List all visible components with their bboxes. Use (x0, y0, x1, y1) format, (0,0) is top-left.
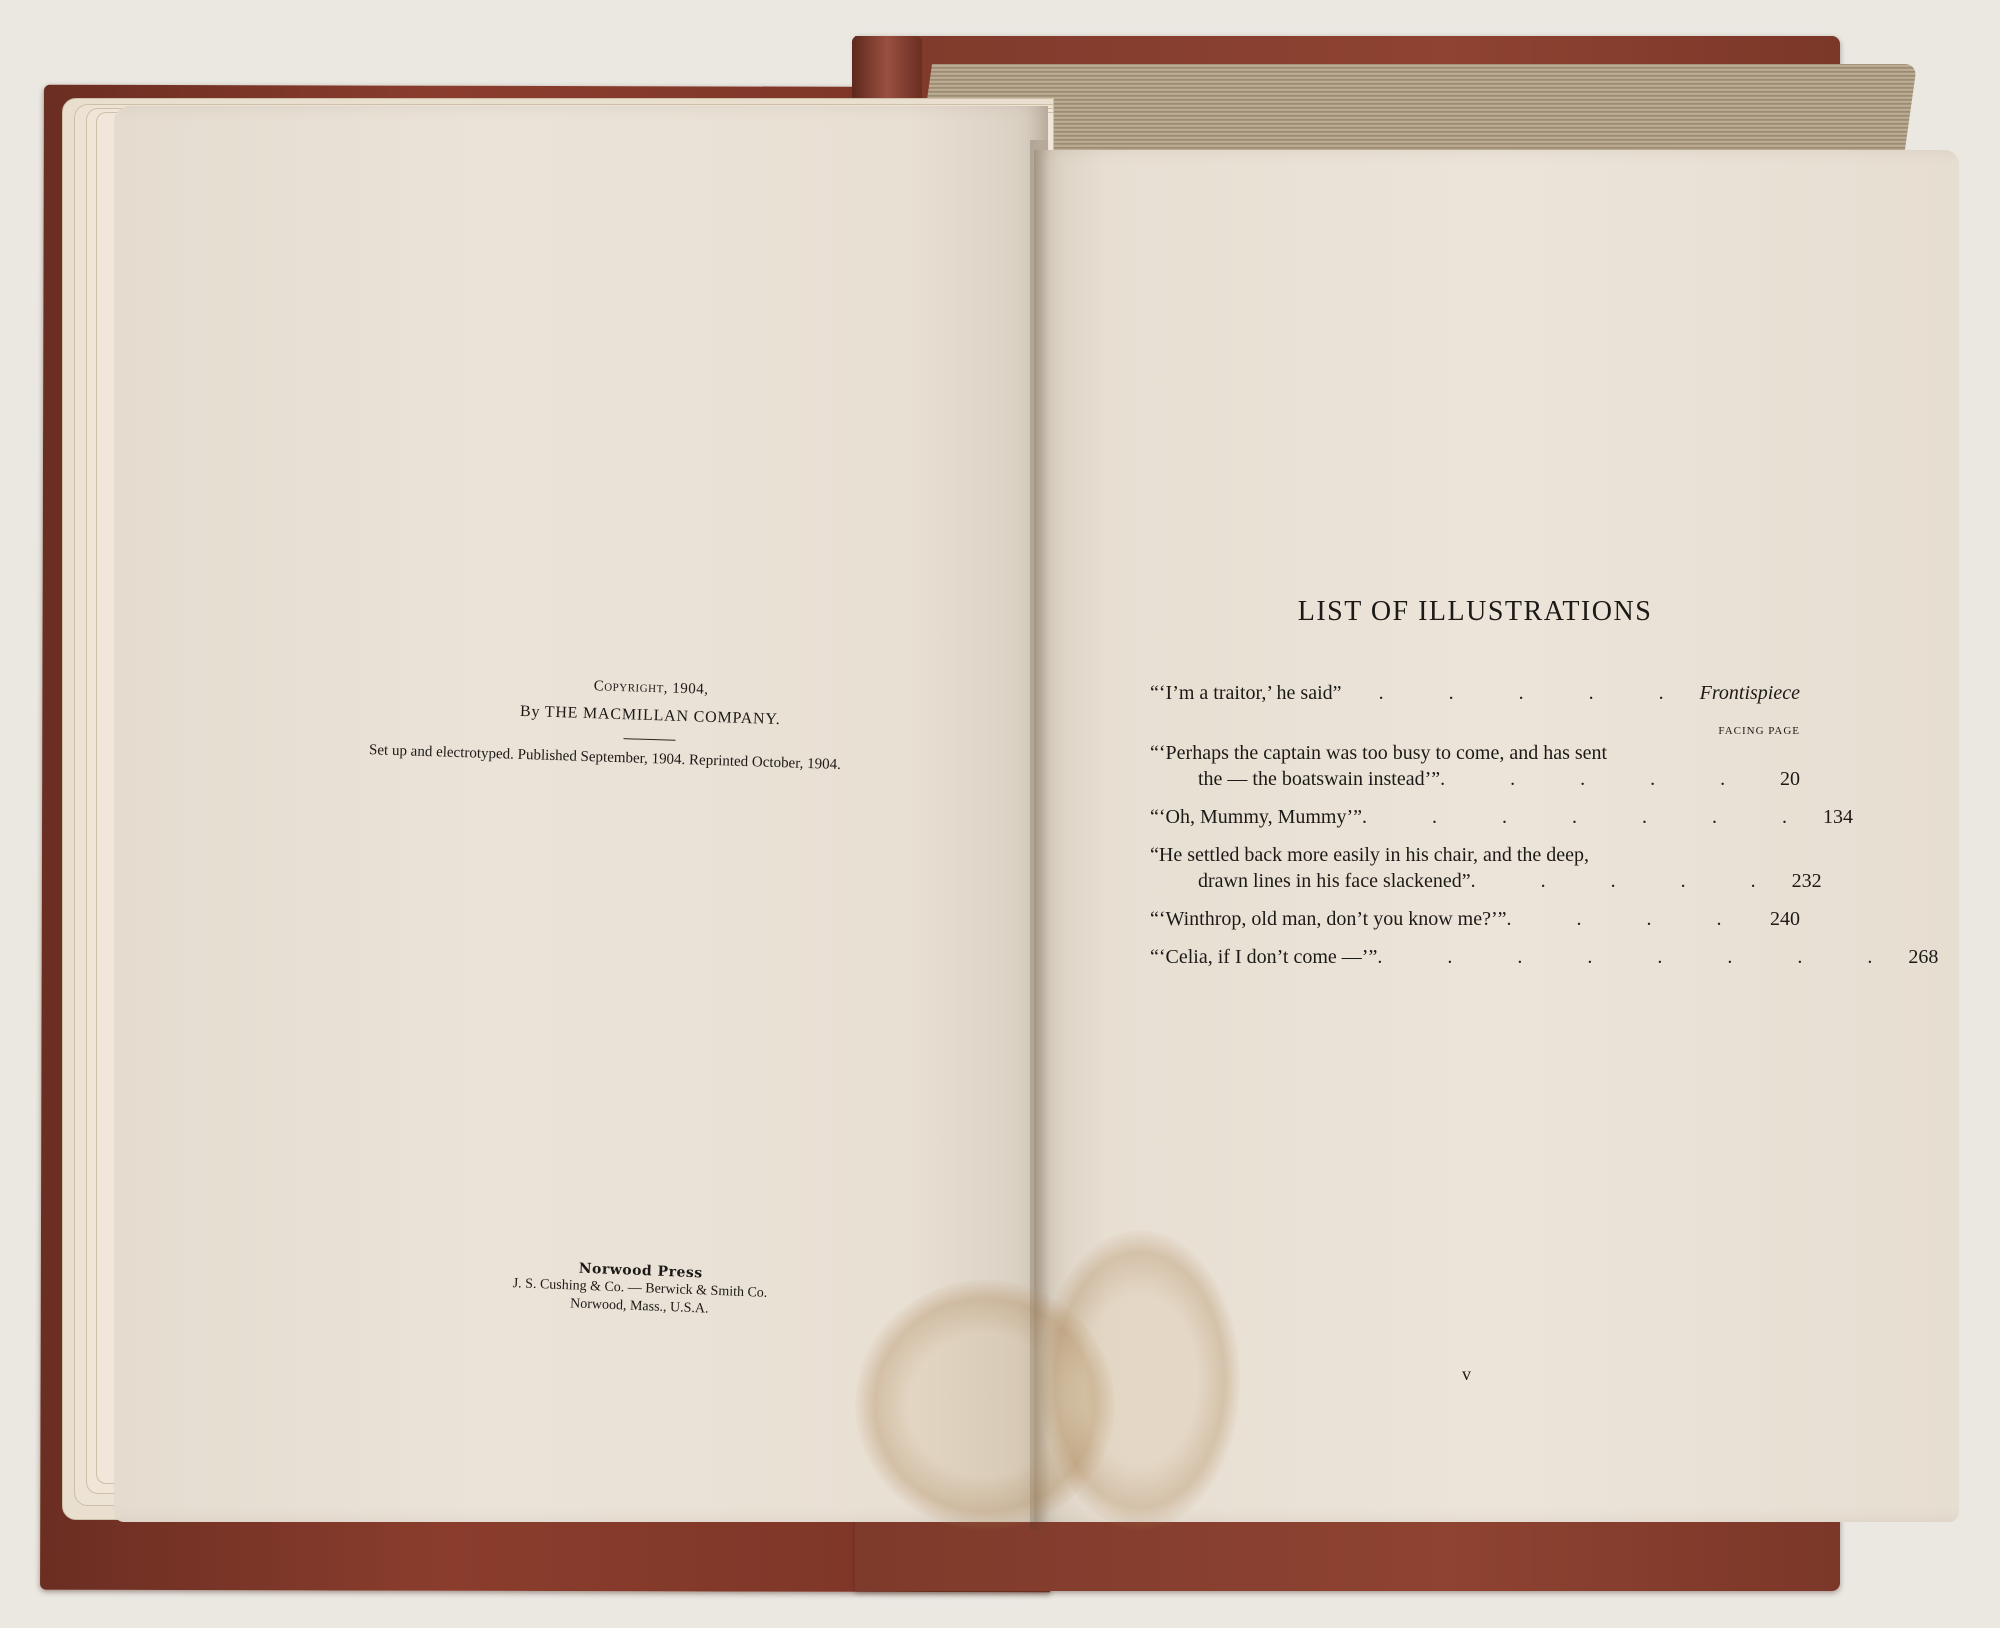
publisher-line: By THE MACMILLAN COMPANY. (519, 702, 781, 729)
leader-dots: . . . . . (1470, 870, 1786, 892)
facing-page-label: FACING PAGE (1718, 725, 1800, 737)
list-item (1150, 804, 1854, 830)
entry-page: Frontispiece (1699, 682, 1800, 704)
leader-dots: . . . . (1506, 908, 1752, 930)
location-line: Norwood, Mass., U.S.A. (569, 1296, 709, 1317)
list-item (1150, 906, 1800, 932)
leader-dots: . . . . . (1440, 768, 1756, 790)
leader-dots: . . . . . . . (1362, 806, 1818, 828)
divider-rule (624, 738, 676, 741)
entry-caption: “‘I’m a traitor,’ he said” (1150, 682, 1342, 704)
list-item (1150, 680, 1800, 706)
entry-page: 268 (1908, 946, 1939, 968)
copyright-line: Copyright, 1904, (593, 678, 709, 698)
page-number: v (1462, 1364, 1471, 1384)
entry-page: 134 (1823, 806, 1854, 828)
leader-dots: . . . . . (1378, 682, 1694, 704)
entry-caption: “He settled back more easily in his chair, and the deep, (1150, 844, 1590, 866)
entry-caption: “‘Perhaps the captain was too busy to come, and has sent (1150, 742, 1608, 764)
page-edges-block (918, 64, 1917, 164)
leader-dots: . . . . . . . . (1377, 946, 1903, 968)
entry-caption: “‘Celia, if I don’t come —’” (1150, 946, 1378, 968)
entry-page: 240 (1770, 908, 1800, 930)
entry-page: 20 (1780, 768, 1800, 790)
page-title: LIST OF ILLUSTRATIONS (1297, 596, 1653, 627)
printers-line: J. S. Cushing & Co. — Berwick & Smith Co. (512, 1276, 768, 1301)
illustrations-list (1150, 680, 1939, 982)
list-item (1150, 944, 1939, 970)
water-stain (1040, 1230, 1240, 1530)
press-name: Norwood Press (578, 1260, 703, 1282)
entry-caption-continued: drawn lines in his face slackened” (1198, 870, 1471, 892)
list-item (1150, 842, 1822, 894)
publication-note: Set up and electrotyped. Published September, 1904. Reprinted October, 1904. (368, 742, 842, 774)
list-item (1150, 740, 1800, 792)
copyright-block (368, 672, 921, 777)
entry-page: 232 (1791, 870, 1822, 892)
entry-caption: “‘Winthrop, old man, don’t you know me?’” (1150, 908, 1507, 930)
entry-caption: “‘Oh, Mummy, Mummy’” (1150, 806, 1363, 828)
entry-caption-continued: the — the boatswain instead’” (1198, 768, 1441, 790)
